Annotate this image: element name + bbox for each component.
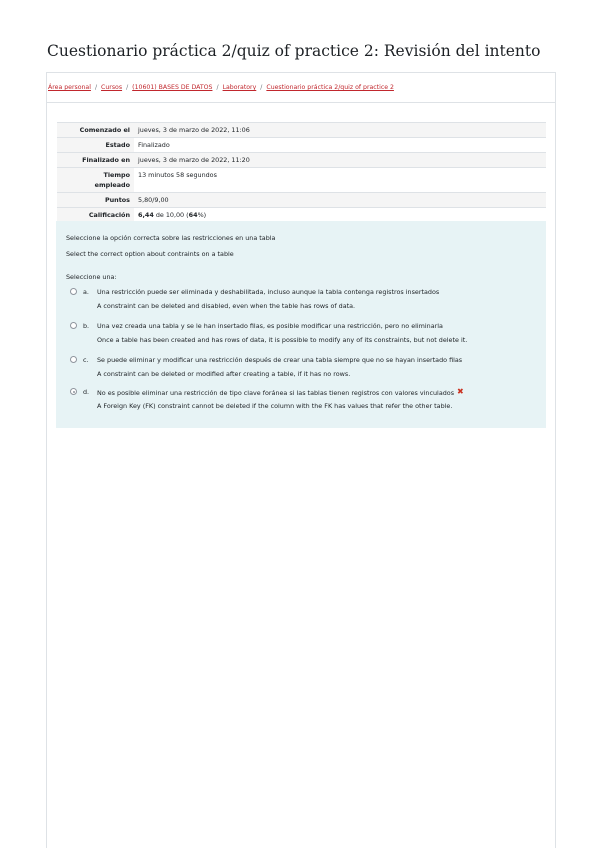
started-label: Comenzado el xyxy=(57,123,134,138)
breadcrumb-course[interactable]: (10601) BASES DE DATOS xyxy=(132,84,213,91)
grade-label: Calificación xyxy=(57,208,134,223)
option-letter: c. xyxy=(83,356,89,364)
breadcrumb-laboratory[interactable]: Laboratory xyxy=(222,84,257,91)
option-text-en: A Foreign Key (FK) constraint cannot be deleted if the column with the FK has values that refer the other table. xyxy=(97,402,453,410)
option-text-es: Se puede eliminar y modificar una restricción después de crear una tabla siempre que no se hayan insertado filas xyxy=(97,356,463,364)
breadcrumb-cursos[interactable]: Cursos xyxy=(101,84,123,91)
option-letter: a. xyxy=(83,288,89,296)
finished-label: Finalizado en xyxy=(57,153,134,168)
option-text-es: No es posible eliminar una restricción de tipo clave foránea si las tablas tienen registros con valores vinculados xyxy=(97,389,455,397)
summary-row-points xyxy=(57,193,546,208)
time-value: 13 minutos 58 segundos xyxy=(134,168,546,193)
state-value: Finalizado xyxy=(134,138,546,153)
option-text-en: A constraint can be deleted and disabled, even when the table has rows of data. xyxy=(97,302,356,310)
breadcrumb-quiz[interactable]: Cuestionario práctica 2/quiz of practice 2 xyxy=(266,84,394,91)
time-label xyxy=(57,168,134,193)
option-text-es-wrapper xyxy=(97,388,464,397)
breadcrumb-separator: / xyxy=(126,84,129,91)
time-label-line1: Tiempo xyxy=(103,171,130,179)
started-value: jueves, 3 de marzo de 2022, 11:06 xyxy=(134,123,546,138)
main-region xyxy=(46,72,556,848)
finished-value: jueves, 3 de marzo de 2022, 11:20 xyxy=(134,153,546,168)
option-text-en: Once a table has been created and has rows of data, it is possible to modify any of its constraints, but not delete it. xyxy=(97,336,468,344)
option-text-es: Una vez creada una tabla y se le han insertado filas, es posible modificar una restricción, pero no eliminarla xyxy=(97,322,443,330)
breadcrumb-separator: / xyxy=(94,84,98,91)
grade-percent: 64 xyxy=(188,211,198,219)
summary-row-finished xyxy=(57,153,546,168)
grade-middle: de 10,00 ( xyxy=(153,211,189,219)
points-value: 5,80/9,00 xyxy=(134,193,546,208)
question-text-en: Select the correct option about contraints on a table xyxy=(66,250,234,258)
page-title: Cuestionario práctica 2/quiz of practice 2: Revisión del intento xyxy=(47,42,541,60)
radio-button[interactable] xyxy=(70,288,77,295)
question-box xyxy=(56,221,546,428)
summary-row-started xyxy=(57,123,546,138)
breadcrumb-separator: / xyxy=(260,84,263,91)
summary-row-time xyxy=(57,168,546,193)
breadcrumb-separator: / xyxy=(216,84,219,91)
option-text-es: Una restricción puede ser eliminada y deshabilitada, incluso aunque la tabla contenga registros insertados xyxy=(97,288,440,296)
grade-score: 6,44 xyxy=(138,211,154,219)
option-letter: b. xyxy=(83,322,90,330)
state-label: Estado xyxy=(57,138,134,153)
radio-button[interactable] xyxy=(70,322,77,329)
question-text-es: Seleccione la opción correcta sobre las restricciones en una tabla xyxy=(66,234,276,242)
radio-button[interactable] xyxy=(70,356,77,363)
option-text-en: A constraint can be deleted or modified after creating a table, if it has no rows. xyxy=(97,370,351,378)
grade-end: %) xyxy=(197,211,207,219)
breadcrumb xyxy=(47,73,555,103)
attempt-summary-table xyxy=(57,122,546,223)
option-letter: d. xyxy=(83,388,90,396)
answer-prompt: Seleccione una: xyxy=(66,273,117,281)
incorrect-cross-icon: ✖ xyxy=(457,387,464,396)
time-label-line2: empleado xyxy=(94,181,130,189)
radio-button-selected[interactable] xyxy=(70,388,77,395)
breadcrumb-area-personal[interactable]: Área personal xyxy=(48,84,91,91)
summary-row-state xyxy=(57,138,546,153)
points-label: Puntos xyxy=(57,193,134,208)
